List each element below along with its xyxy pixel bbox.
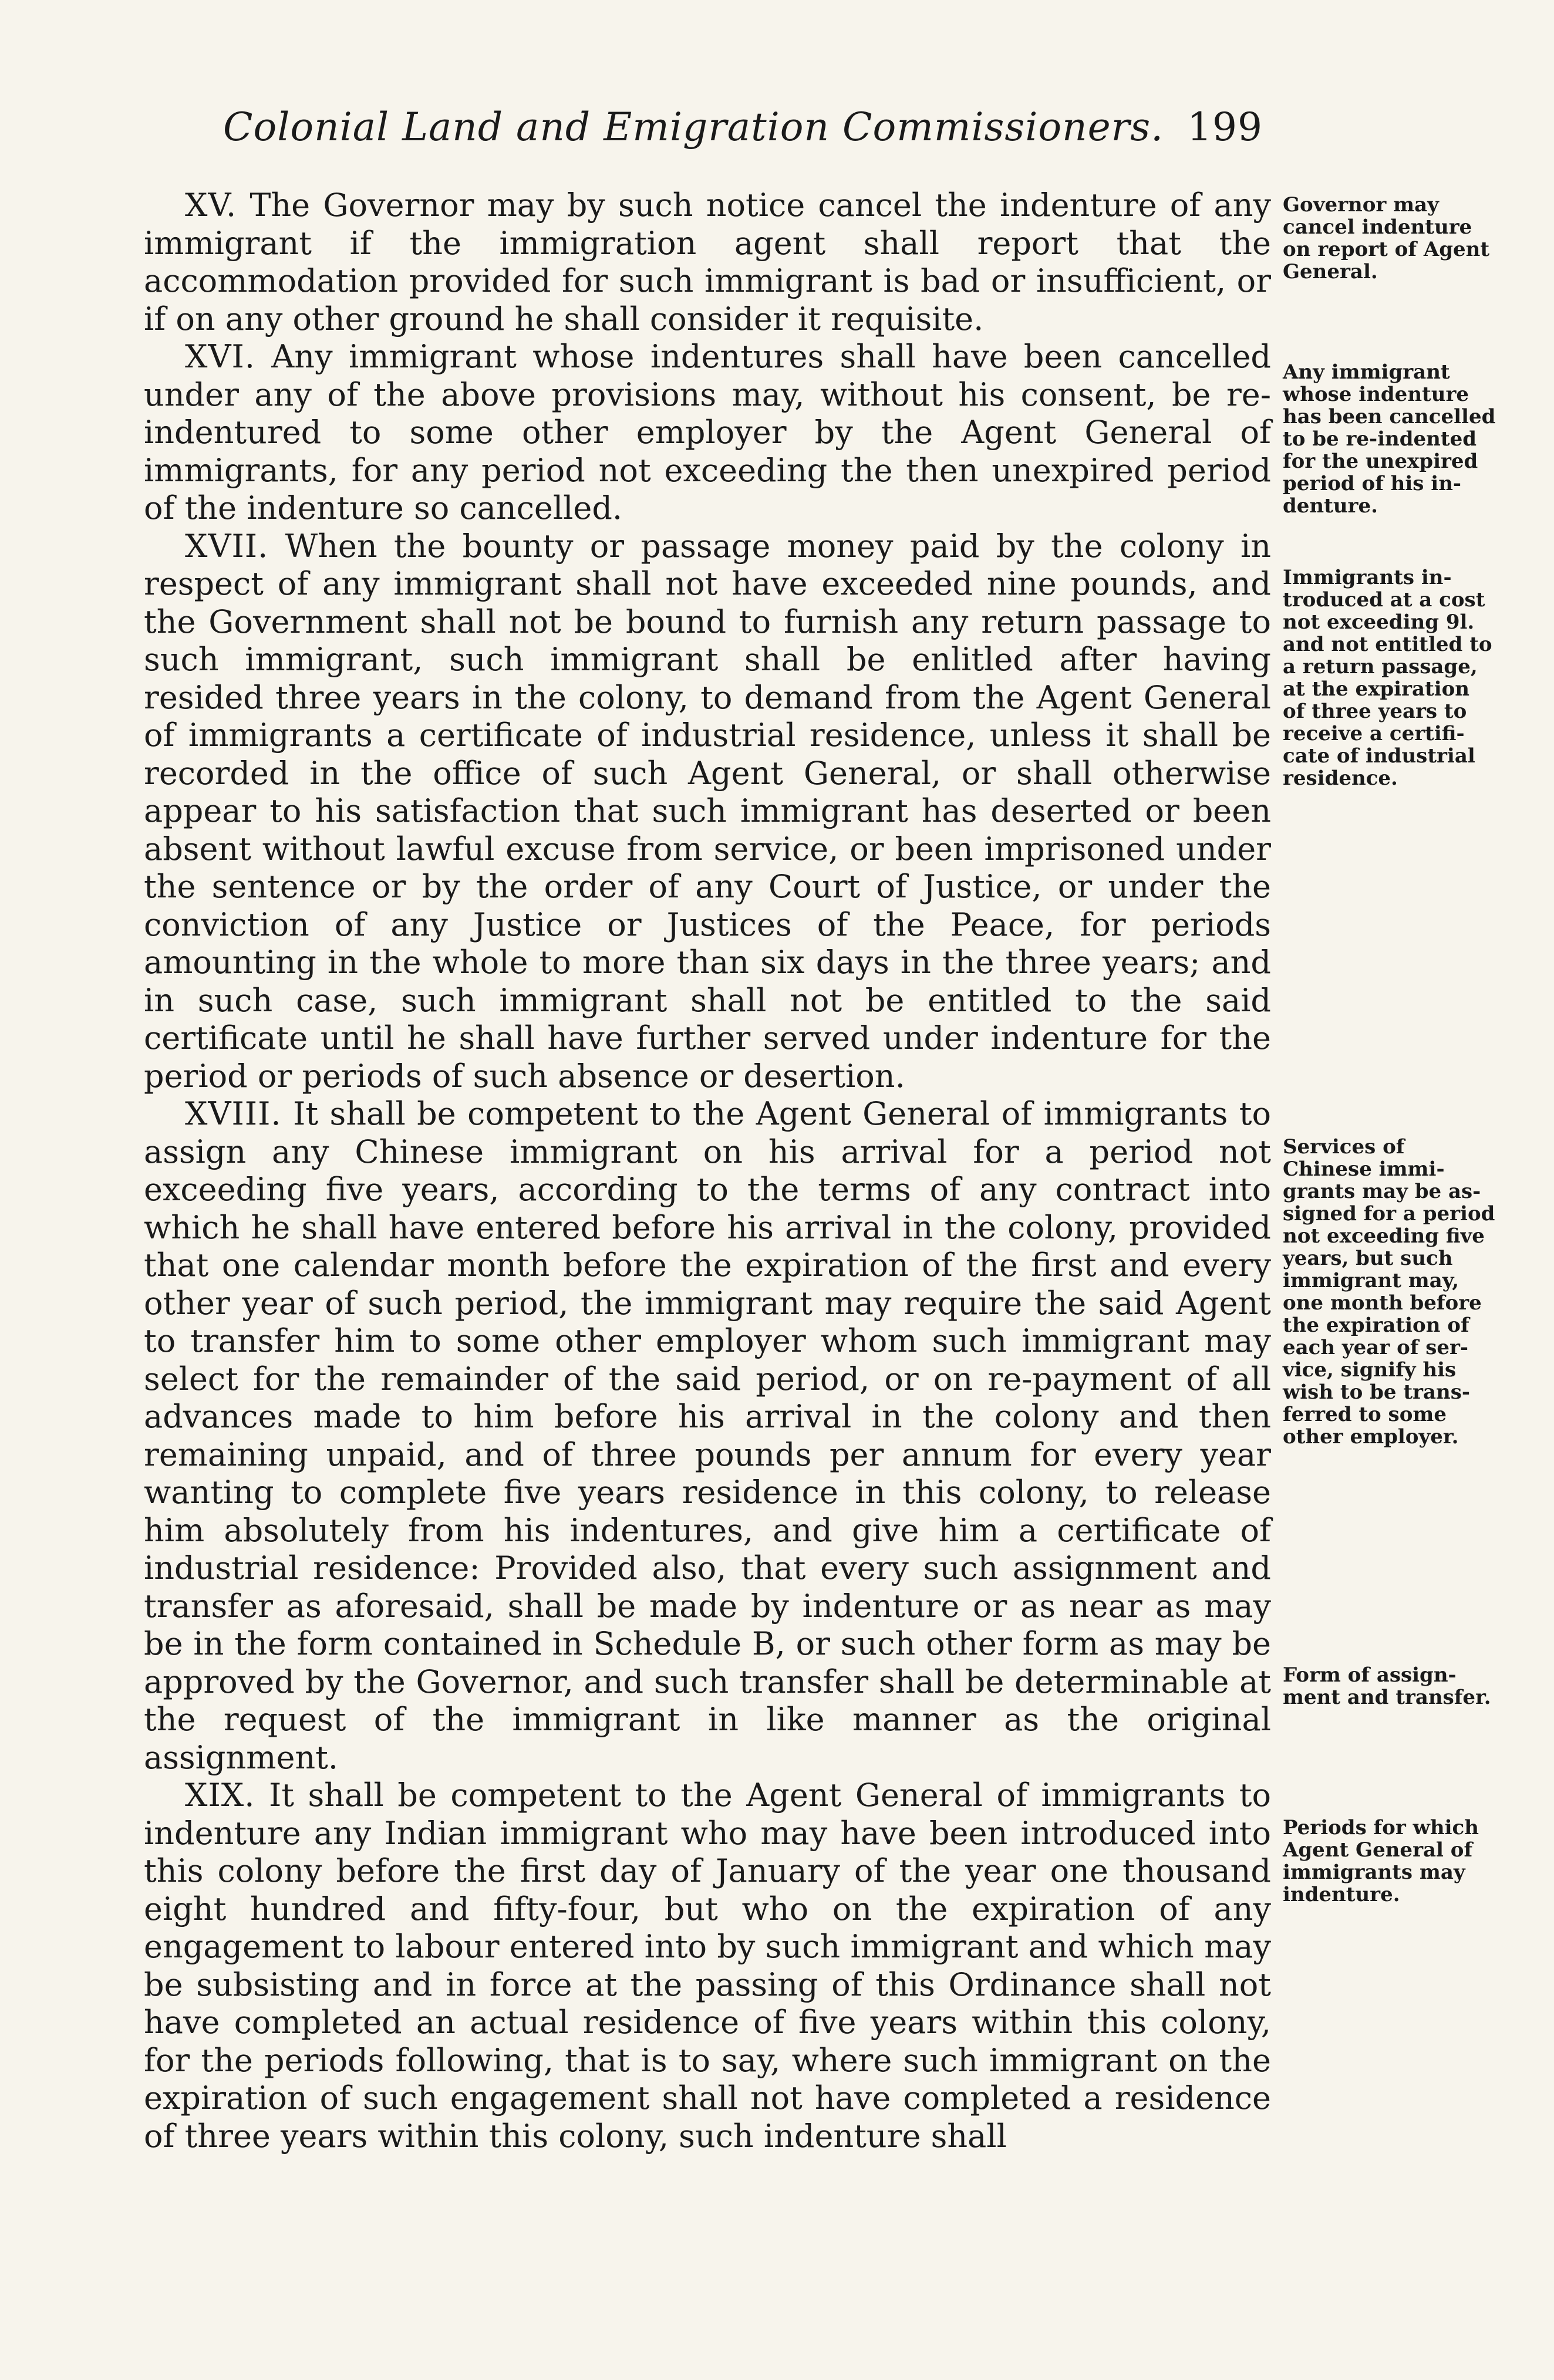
note-line: troduced at a cost — [1283, 588, 1485, 612]
note-line: Agent General of — [1283, 1838, 1473, 1862]
note-line: cancel indenture — [1283, 215, 1472, 239]
note-line: the expiration of — [1283, 1314, 1469, 1337]
note-line: wish to be trans- — [1283, 1380, 1470, 1404]
note-line: whose indenture — [1283, 383, 1469, 406]
note-line: ferred to some — [1283, 1403, 1447, 1426]
note-line: on report of Agent — [1283, 238, 1490, 261]
section-xviii — [144, 1095, 1271, 1777]
marginal-note — [1283, 1664, 1529, 1709]
section-number: XVIII. — [185, 1095, 282, 1132]
section-number: XV. — [185, 187, 237, 224]
section-text: When the bounty or passage money paid by the colony in respect of any immigrant shall not have exceeded nine pounds, and the Government shall not be bound to furnish any return passage to such immigrant, such immigrant shall be enlitled after having resided three years in the colony, to demand from the Agent General of immigrants a certificate of industrial residence, unless it shall be recorded in the office of such Agent General, or shall otherwise appear to his satisfaction that such immigrant has deserted or been absent without lawful excuse from service, or been imprisoned under the sentence or by the order of any Court of Justice, or under the conviction of any Justice or Justices of the Peace, for periods amounting in the whole to more than six days in the three years; and in such case, such immigrant shall not be entitled to the said certificate until he shall have further served under indenture for the period or periods of such absence or desertion. — [144, 527, 1271, 1095]
body-text — [144, 187, 1271, 2155]
note-line: indenture. — [1283, 1883, 1400, 1906]
note-line: not exceeding five — [1283, 1224, 1485, 1248]
page-number: 199 — [1187, 104, 1263, 150]
note-line: a return passage, — [1283, 655, 1478, 678]
section-text: It shall be competent to the Agent General of immigrants to assign any Chinese immigrant on his arrival for a period not exceeding five years, according to the terms of any contract into which he shall have entered before his arrival in the colony, provided that one calendar month before the expiration of the first and every other year of such period, the immigrant may require the said Agent to transfer him to some other employer whom such immigrant may select for the remainder of the said period, or on re-payment of all advances made to him before his arrival in the colony and then remaining unpaid, and of three pounds per annum for every year wanting to complete five years residence in this colony, to release him absolutely from his indentures, and give him a certificate of industrial residence: Provided also, that every such assignment and transfer as aforesaid, shall be made by indenture or as near as may be in the form contained in Schedule B, or such other form as may be approved by the Governor, and such transfer shall be determinable at the request of the immigrant in like manner as the original assignment. — [144, 1095, 1271, 1776]
section-xvii — [144, 528, 1271, 1096]
marginal-note — [1283, 1817, 1529, 1906]
note-line: immigrant may, — [1283, 1269, 1459, 1292]
section-text: It shall be competent to the Agent General of immigrants to indenture any Indian immigrant who may have been introduced into this colony before the first day of January of the year one thousand eight hundred and fifty-four, but who on the expiration of any engagement to labour entered into by such immigrant and which may be subsisting and in force at the passing of this Ordinance shall not have completed an actual residence of five years within this colony, for the periods following, that is to say, where such immigrant on the expiration of such engagement shall not have completed a residence of three years within this colony, such indenture shall — [144, 1777, 1272, 2155]
section-xix — [144, 1777, 1271, 2155]
section-xv — [144, 187, 1271, 338]
note-line: Periods for which — [1283, 1816, 1479, 1839]
note-line: period of his in- — [1283, 472, 1462, 495]
note-line: at the expiration — [1283, 677, 1470, 701]
marginal-note — [1283, 361, 1529, 517]
note-line: Form of assign- — [1283, 1663, 1457, 1687]
section-number: XVII. — [185, 527, 269, 565]
note-line: for the unexpired — [1283, 450, 1478, 473]
running-header — [223, 104, 1280, 150]
marginal-note — [1283, 1136, 1529, 1448]
note-line: residence. — [1283, 767, 1398, 790]
note-line: receive a certifi- — [1283, 722, 1465, 745]
note-line: not exceeding 9l. — [1283, 610, 1475, 634]
note-line: years, but such — [1283, 1247, 1453, 1270]
note-line: one month before — [1283, 1291, 1482, 1315]
note-line: Governor may — [1283, 193, 1439, 217]
note-line: Services of — [1283, 1135, 1405, 1159]
note-line: other employer. — [1283, 1425, 1459, 1449]
note-line: and not entitled to — [1283, 633, 1492, 656]
note-line: grants may be as- — [1283, 1180, 1481, 1203]
note-line: Immigrants in- — [1283, 566, 1452, 589]
note-line: denture. — [1283, 494, 1378, 518]
note-line: ment and transfer. — [1283, 1686, 1491, 1709]
section-xvi — [144, 338, 1271, 528]
note-line: immigrants may — [1283, 1861, 1465, 1884]
note-line: General. — [1283, 260, 1378, 283]
section-number: XVI. — [185, 338, 255, 375]
note-line: cate of industrial — [1283, 744, 1475, 768]
header-title: Colonial Land and Emigration Commissioners. — [223, 104, 1164, 150]
section-text: The Governor may by such notice cancel the indenture of any immigrant if the immigration agent shall report that the accommodation provided for such immigrant is bad or insufficient, or if on any other ground he shall consider it requisite. — [144, 187, 1271, 337]
note-line: Any immigrant — [1283, 360, 1450, 384]
note-line: vice, signify his — [1283, 1358, 1457, 1382]
marginal-note — [1283, 566, 1529, 789]
note-line: Chinese immi- — [1283, 1157, 1445, 1181]
note-line: each year of ser- — [1283, 1336, 1469, 1359]
note-line: to be re-indented — [1283, 427, 1477, 451]
note-line: signed for a period — [1283, 1202, 1495, 1226]
marginal-note — [1283, 194, 1529, 283]
section-text: Any immigrant whose indentures shall have been cancelled under any of the above provisions may, without his consent, be re-indentured to some other employer by the Agent General of immigrants, for any period not exceeding the then unexpired period of the indenture so cancelled. — [144, 338, 1271, 526]
note-line: has been cancelled — [1283, 405, 1496, 428]
section-number: XIX. — [185, 1777, 255, 1814]
note-line: of three years to — [1283, 700, 1467, 723]
